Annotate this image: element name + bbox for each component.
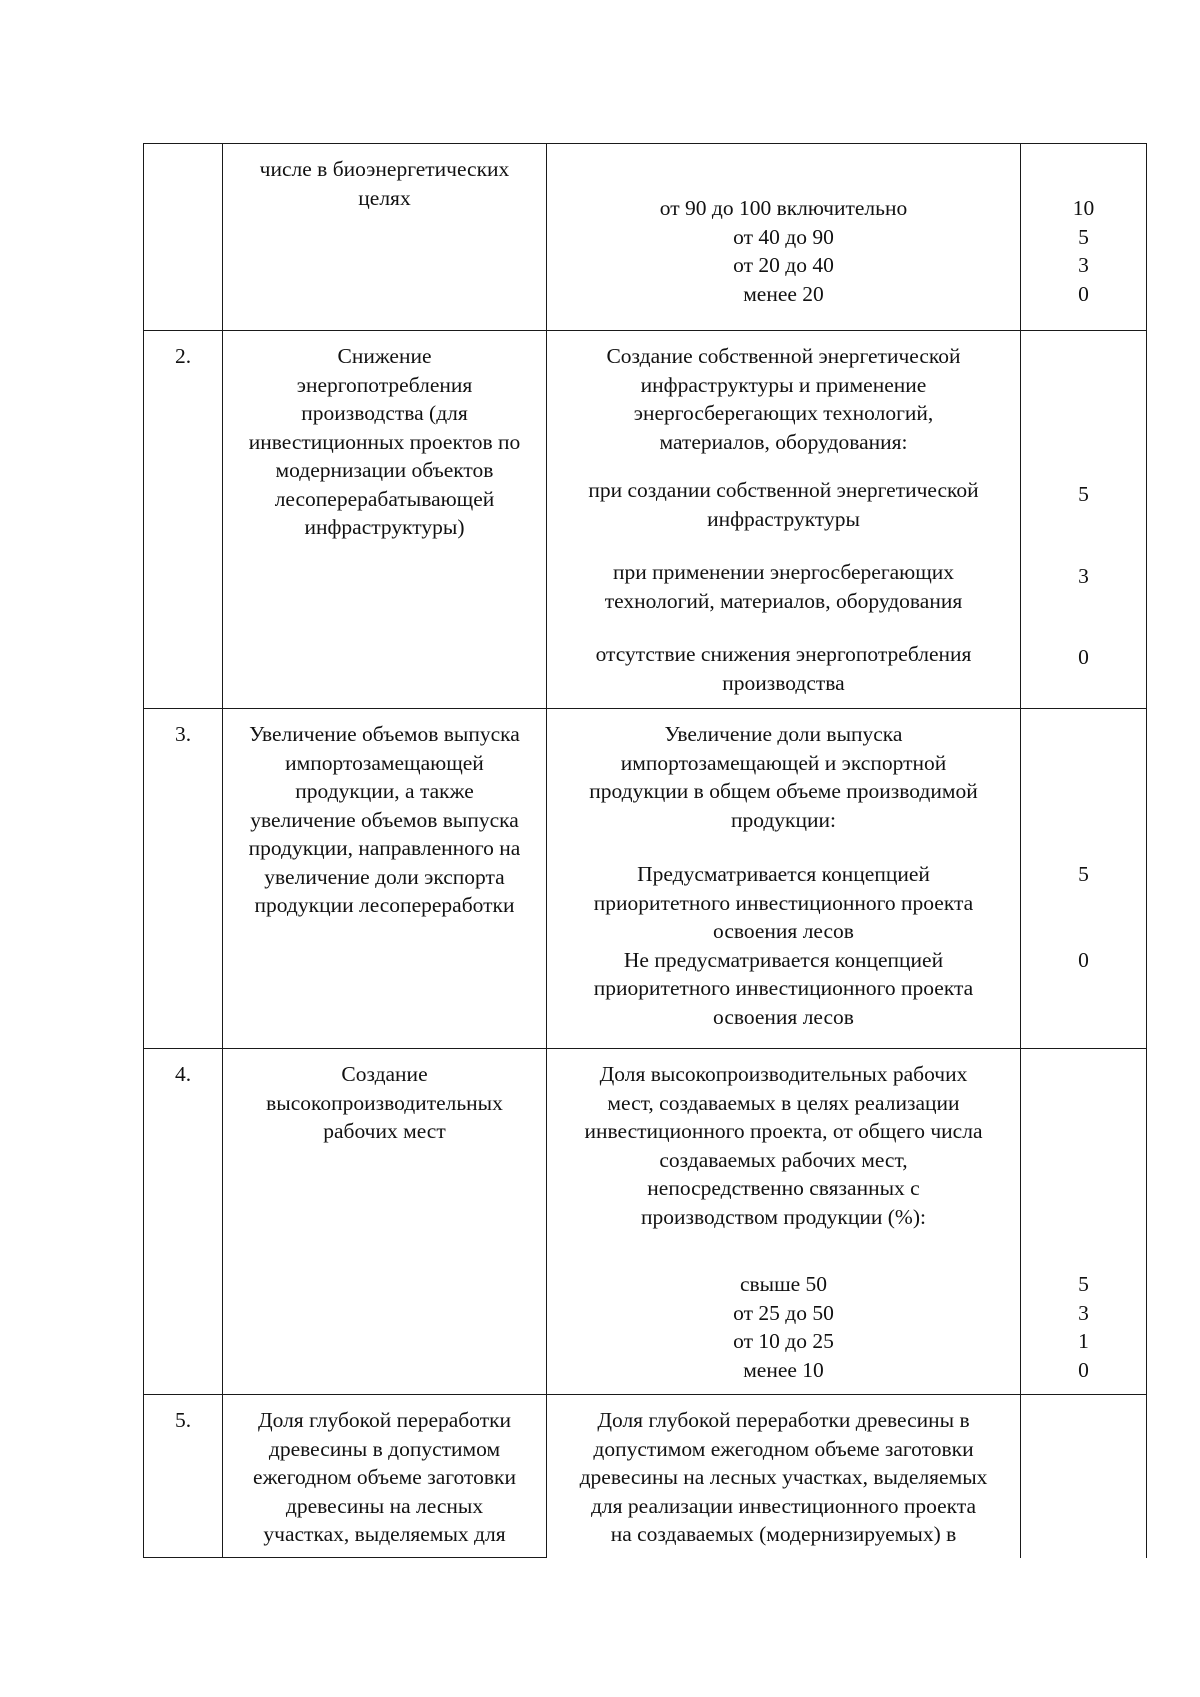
row-number: 3. bbox=[174, 722, 192, 746]
row-number: 5. bbox=[174, 1408, 192, 1432]
score-cell bbox=[1021, 709, 1147, 1049]
table-row bbox=[144, 144, 1147, 331]
option-line: производства bbox=[722, 670, 845, 695]
criterion-intro-line: мест, создаваемых в целях реализации bbox=[607, 1090, 960, 1115]
table-row bbox=[144, 1049, 1147, 1395]
criterion-name-line: продукции лесопереработки bbox=[254, 893, 515, 917]
score-value: 3 bbox=[1078, 1300, 1089, 1325]
score-value: 5 bbox=[1078, 482, 1089, 506]
option-line: отсутствие снижения энергопотребления bbox=[595, 642, 972, 666]
range-line: от 90 до 100 включительно bbox=[659, 196, 908, 220]
criterion-value-cell bbox=[547, 1049, 1021, 1395]
criterion-intro-line: энергосберегающих технологий, bbox=[633, 401, 934, 425]
option-line: Не предусматривается концепцией bbox=[623, 947, 944, 972]
range-line: от 40 до 90 bbox=[733, 224, 834, 249]
row-number-cell bbox=[144, 709, 223, 1049]
criterion-value-cell bbox=[547, 709, 1021, 1049]
criterion-intro-line: инфраструктуры и применение bbox=[640, 372, 927, 397]
criterion-name-line: целях bbox=[358, 185, 411, 210]
criterion-name-line: продукции, направленного на bbox=[248, 836, 521, 860]
option-line: при создании собственной энергетической bbox=[588, 478, 979, 502]
criterion-name-line: Увеличение объемов выпуска bbox=[249, 722, 520, 746]
score-value: 1 bbox=[1078, 1329, 1089, 1353]
criterion-name-cell bbox=[223, 331, 547, 709]
row-number-cell bbox=[144, 1395, 223, 1558]
criterion-name-line: увеличение доли экспорта bbox=[264, 864, 505, 889]
criterion-name-line: рабочих мест bbox=[323, 1119, 446, 1143]
score-value: 5 bbox=[1078, 862, 1089, 886]
criterion-name-line: продукции, а также bbox=[295, 779, 474, 803]
criterion-name-line: Снижение bbox=[337, 344, 432, 368]
criterion-name-line: производства (для bbox=[301, 401, 468, 425]
criterion-intro-line: на создаваемых (модернизируемых) в bbox=[610, 1522, 957, 1546]
criterion-name-cell bbox=[223, 709, 547, 1049]
range-line: от 10 до 25 bbox=[733, 1329, 834, 1353]
score-cell bbox=[1021, 144, 1147, 331]
criterion-name-line: числе в биоэнергетических bbox=[259, 157, 510, 181]
criterion-intro-line: инвестиционного проекта, от общего числа bbox=[584, 1119, 983, 1143]
option-line: освоения лесов bbox=[713, 1004, 854, 1029]
score-value: 0 bbox=[1078, 281, 1089, 306]
score-value: 3 bbox=[1078, 563, 1089, 588]
criterion-name-line: модернизации объектов bbox=[275, 458, 494, 482]
range-line: свыше 50 bbox=[739, 1272, 828, 1296]
score-value: 10 bbox=[1072, 196, 1095, 220]
criterion-value-cell bbox=[547, 144, 1021, 331]
criterion-intro-line: древесины на лесных участках, выделяемых bbox=[579, 1465, 988, 1489]
table-row bbox=[144, 709, 1147, 1049]
option-line: технологий, материалов, оборудования bbox=[604, 588, 963, 613]
criterion-name-cell bbox=[223, 1395, 547, 1558]
criteria-table bbox=[143, 143, 1147, 1558]
criterion-name-line: увеличение объемов выпуска bbox=[250, 807, 519, 832]
criterion-name-line: древесины на лесных bbox=[285, 1493, 484, 1518]
criterion-name-line: Создание bbox=[341, 1062, 428, 1086]
score-value: 0 bbox=[1078, 1357, 1089, 1382]
criterion-intro-line: Создание собственной энергетической bbox=[606, 344, 961, 368]
option-line: Предусматривается концепцией bbox=[637, 862, 930, 886]
criterion-intro-line: Доля глубокой переработки древесины в bbox=[597, 1408, 970, 1432]
criterion-intro-line: создаваемых рабочих мест, bbox=[659, 1147, 908, 1172]
row-number-cell bbox=[144, 144, 223, 331]
option-line: приоритетного инвестиционного проекта bbox=[593, 976, 974, 1000]
criterion-name-line: лесоперерабатывающей bbox=[274, 486, 495, 511]
score-value: 0 bbox=[1078, 645, 1089, 669]
score-value: 5 bbox=[1078, 1272, 1089, 1296]
range-line: менее 20 bbox=[743, 281, 824, 306]
criterion-intro-line: продукции в общем объеме производимой bbox=[589, 779, 978, 803]
criterion-name-line: импортозамещающей bbox=[285, 750, 484, 775]
criterion-name-line: инвестиционных проектов по bbox=[248, 429, 521, 454]
criterion-intro-line: непосредственно связанных с bbox=[647, 1176, 920, 1200]
criterion-name-line: энергопотребления bbox=[296, 372, 473, 397]
criterion-intro-line: для реализации инвестиционного проекта bbox=[590, 1493, 977, 1518]
score-cell bbox=[1021, 1049, 1147, 1395]
criterion-value-cell bbox=[547, 331, 1021, 709]
criterion-name-cell bbox=[223, 144, 547, 331]
criterion-intro-line: допустимом ежегодном объеме заготовки bbox=[593, 1436, 974, 1461]
criterion-name-line: высокопроизводительных bbox=[266, 1090, 503, 1115]
criterion-name-line: участках, выделяемых для bbox=[263, 1522, 506, 1546]
criterion-intro-line: продукции: bbox=[730, 807, 836, 832]
criterion-intro-line: Увеличение доли выпуска bbox=[664, 722, 903, 746]
criterion-name-line: инфраструктуры) bbox=[304, 515, 465, 539]
row-number: 2. bbox=[174, 344, 192, 368]
criterion-intro-line: материалов, оборудования: bbox=[659, 429, 908, 454]
score-cell bbox=[1021, 331, 1147, 709]
criterion-intro-line: импортозамещающей и экспортной bbox=[620, 750, 947, 775]
score-value: 0 bbox=[1078, 947, 1089, 972]
criterion-name-cell bbox=[223, 1049, 547, 1395]
criterion-name-line: древесины в допустимом bbox=[268, 1436, 501, 1461]
criterion-intro-line: производством продукции (%): bbox=[641, 1204, 926, 1229]
option-line: при применении энергосберегающих bbox=[612, 560, 955, 584]
option-line: инфраструктуры bbox=[707, 506, 860, 531]
row-number-cell bbox=[144, 1049, 223, 1395]
table-row bbox=[144, 331, 1147, 709]
criterion-intro-line: Доля высокопроизводительных рабочих bbox=[599, 1062, 968, 1086]
row-number: 4. bbox=[174, 1062, 192, 1086]
row-number-cell bbox=[144, 331, 223, 709]
score-value: 3 bbox=[1078, 253, 1089, 277]
option-line: приоритетного инвестиционного проекта bbox=[593, 890, 974, 915]
option-line: освоения лесов bbox=[713, 919, 854, 943]
table-row bbox=[144, 1395, 1147, 1558]
criterion-name-line: Доля глубокой переработки bbox=[257, 1408, 512, 1432]
range-line: от 25 до 50 bbox=[733, 1300, 834, 1325]
criterion-name-line: ежегодном объеме заготовки bbox=[253, 1465, 516, 1489]
score-cell bbox=[1021, 1395, 1147, 1558]
range-line: от 20 до 40 bbox=[733, 253, 834, 277]
range-line: менее 10 bbox=[743, 1357, 824, 1382]
criterion-value-cell bbox=[547, 1395, 1021, 1558]
score-value: 5 bbox=[1078, 224, 1089, 249]
